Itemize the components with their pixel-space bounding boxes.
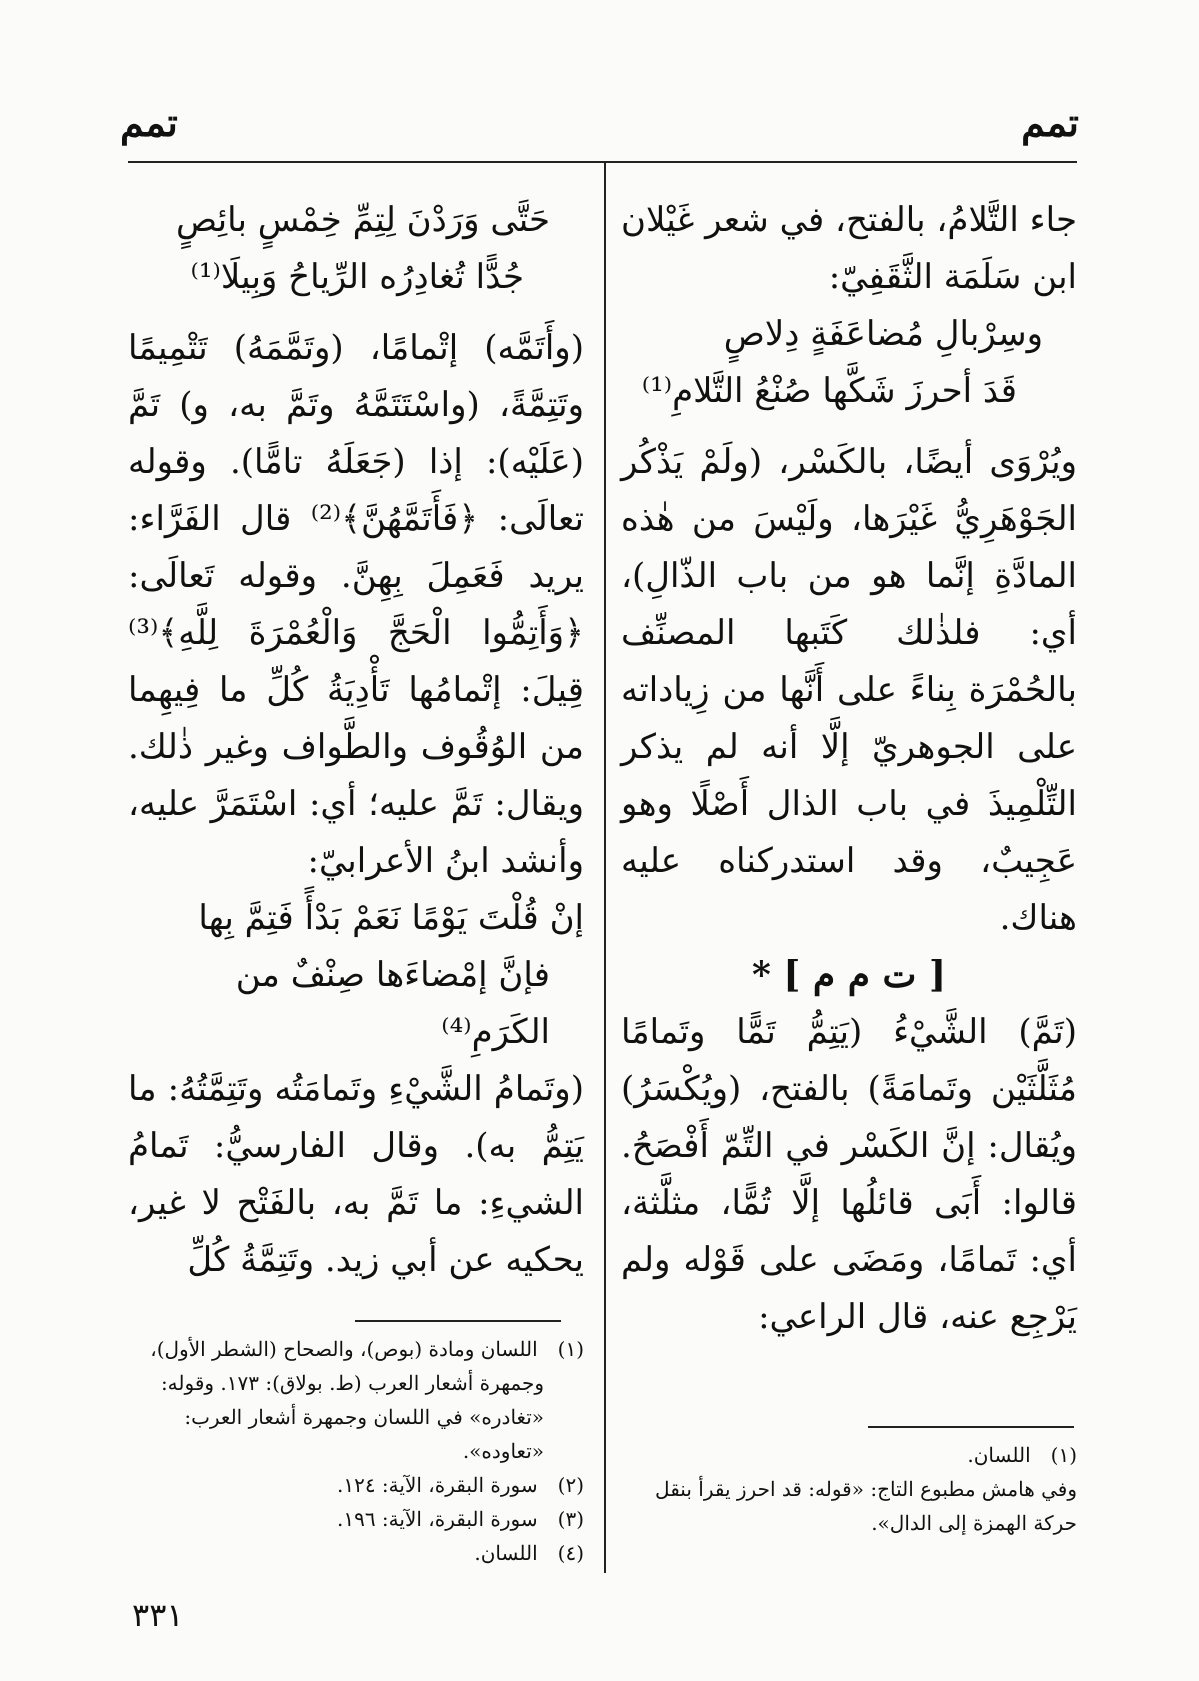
footnote-text: «تغادره» في اللسان وجمهرة أشعار العرب: «تعاوده». bbox=[184, 1405, 544, 1463]
running-header-left: تمم bbox=[120, 100, 178, 145]
footnote-number: (٤) bbox=[557, 1541, 584, 1565]
footnote-4 bbox=[128, 1536, 584, 1570]
verse-line: وسِرْبالِ مُضاعَفَةٍ دِلاصٍ bbox=[723, 314, 1043, 354]
footnote-1 bbox=[128, 1332, 584, 1366]
footnote-rule-right bbox=[868, 1426, 1074, 1428]
entry-paragraph: (وتَمامُ الشَّيْءِ وتَمامَتُه وتَتِمَّتُهُ: ما يَتِمُّ به). وقال الفارسيُّ: تَمامُ الشيءِ: ما تَمَّ به، بالفَتْح لا غير، يحكيه عن أبي زيد. وتَتِمَّةُ كُلِّ bbox=[128, 1069, 584, 1280]
verse-line: جُدًّا تُغادِرُه الرِّياحُ وَبِيلَا⁽¹⁾ bbox=[190, 257, 524, 297]
footnote-text: وجمهرة أشعار العرب (ط. بولاق): ١٧٣. وقوله: bbox=[160, 1371, 544, 1395]
entry-paragraph: (وأَتَمَّه) إتْمامًا، (وتَمَّمَهُ) تَتْمِيمًا وتَتِمَّةً، (واسْتَتَمَّهُ وتَمَّ به، و) تَمَّ (عَلَيْه): إذا (جَعَلَهُ تامًّا). وقوله تعالَى: ﴿فَأَتَمَّهُنَّ﴾⁽²⁾ قال الفَرَّاء: يريد فَعَمِلَ بِهِنَّ. وقوله تَعالَى: ﴿وَأَتِمُّوا الْحَجَّ وَالْعُمْرَةَ لِلَّهِ﴾⁽³⁾ قِيلَ: إتْمامُها تَأْدِيَةُ كُلِّ ما فِيهِما من الوُقُوف والطَّواف وغير ذٰلك. ويقال: تَمَّ عليه؛ أي: اسْتَمَرَّ عليه، وأنشد ابنُ الأعرابيّ: bbox=[128, 328, 584, 881]
column-divider bbox=[604, 161, 606, 1573]
entry-paragraph: ويُرْوَى أيضًا، بالكَسْر، (ولَمْ يَذْكُر الجَوْهَرِيُّ غَيْرَها، ولَيْسَ من هٰذه المادَّةِ إنَّما هو من باب الذّالِ)، أي: فلذٰلك كَتَبها المصنِّف بالحُمْرَة بِناءً على أَنَّها من زِياداته على الجوهريّ إلَّا أنه لم يذكر التِّلْمِيذَ في باب الذال أَصْلًا وهو عَجِيبٌ، وقد استدركناه عليه هناك. bbox=[621, 442, 1077, 938]
footnotes-left bbox=[128, 1332, 584, 1570]
footnote-2 bbox=[128, 1468, 584, 1502]
footnote-text: اللسان ومادة (بوص)، والصحاح (الشطر الأول)، bbox=[150, 1337, 538, 1361]
section-heading: [ ت م م ] * bbox=[751, 954, 947, 996]
verse-line: قَدَ أحرزَ شَكَّها صُنْعُ التَّلامِ⁽¹⁾ bbox=[641, 371, 1017, 411]
footnote-1 bbox=[621, 1438, 1077, 1472]
footnote-number: (٣) bbox=[557, 1507, 584, 1531]
footnote-text: حركة الهمزة إلى الدال». bbox=[871, 1511, 1077, 1535]
entry-paragraph: (تَمَّ) الشَّيْءُ (يَتِمُّ تَمًّا وتَمامًا مُثَلَّثَيْن وتَمامَةً) بالفتح، (ويُكْسَرُ) ويُقال: إنَّ الكَسْر في التِّمّ أَفْصَحُ. قالوا: أَبَى قائلُها إلَّا تُمًّا، مثلَّثة، أي: تَمامًا، ومَضَى على قَوْله ولم يَرْجِع عنه، قال الراعي: bbox=[621, 1012, 1077, 1337]
running-header-right: تمم bbox=[1021, 100, 1079, 145]
footnote-text: سورة البقرة، الآية: ١٩٦. bbox=[336, 1507, 538, 1531]
page-number: ٣٣١ bbox=[132, 1596, 184, 1634]
footnotes-right bbox=[621, 1438, 1077, 1540]
entry-paragraph: جاء التَّلامُ، بالفتح، في شعر غَيْلان ابن سَلَمَة الثَّقَفِيّ: bbox=[621, 200, 1077, 297]
footnote-rule-left bbox=[355, 1320, 561, 1322]
footnote-text: سورة البقرة، الآية: ١٢٤. bbox=[336, 1473, 538, 1497]
verse-line: حَتَّى وَرَدْنَ لِتِمِّ خِمْسٍ بائِصٍ bbox=[176, 200, 550, 240]
footnote-text: اللسان. bbox=[474, 1541, 538, 1565]
footnote-text: اللسان. bbox=[967, 1443, 1031, 1467]
footnote-number: (٢) bbox=[557, 1473, 584, 1497]
footnote-number: (١) bbox=[557, 1337, 584, 1361]
verse-line: إنْ قُلْتَ يَوْمًا نَعَمْ بَدْأً فَتِمَّ بِها bbox=[198, 898, 584, 938]
footnote-3 bbox=[128, 1502, 584, 1536]
header-rule bbox=[128, 161, 1077, 163]
left-column bbox=[128, 192, 584, 1289]
verse-line: فإنَّ إمْضاءَها صِنْفٌ من الكَرَمِ⁽⁴⁾ bbox=[235, 955, 550, 1052]
right-column bbox=[621, 192, 1077, 1346]
footnote-number: (١) bbox=[1050, 1443, 1077, 1467]
footnote-text: وفي هامش مطبوع التاج: «قوله: قد احرز يقرأ بنقل bbox=[655, 1477, 1077, 1501]
